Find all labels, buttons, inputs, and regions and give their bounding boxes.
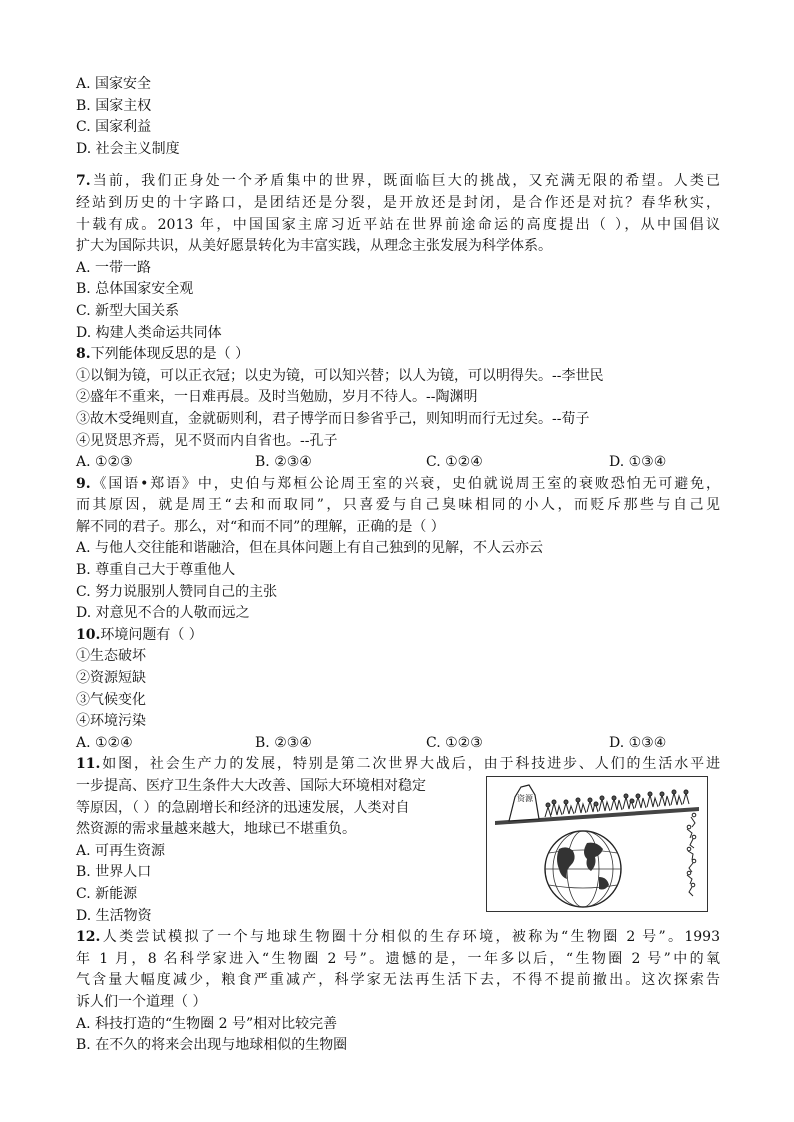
q8-option-d: D. ①③④ — [609, 454, 667, 471]
q10-options — [76, 733, 720, 755]
q12-option-b: B. 在不久的将来会出现与地球相似的生物圈 — [76, 1037, 348, 1054]
q10-stem: 10.环境问题有（ ） — [76, 626, 203, 643]
q11-option-d: D. 生活物资 — [76, 907, 152, 924]
q8-option-a: A. ①②③ — [76, 454, 133, 471]
q8-options — [76, 452, 720, 474]
q11-option-a: A. 可再生资源 — [76, 842, 166, 859]
q8-item-3: ③故木受绳则直，金就砺则利，君子博学而日参省乎己，则知明而行无过矣。--荀子 — [76, 410, 590, 427]
q10-item-2: ②资源短缺 — [76, 670, 146, 687]
resource-rock-shape — [509, 785, 539, 821]
q8-item-2: ②盛年不重来，一日难再晨。及时当勉励，岁月不待人。--陶渊明 — [76, 389, 478, 406]
q9-line-1: 9.《国语•郑语》中，史伯与郑桓公论周王室的兴衰，史伯就说周王室的衰败恐怕无可避免， — [76, 475, 720, 492]
q11-option-c: C. 新能源 — [76, 885, 138, 902]
q8-item-4: ④见贤思齐焉，见不贤而内自省也。--孔子 — [76, 432, 338, 449]
q7-number: 7. — [76, 173, 91, 190]
question-7 — [76, 171, 720, 344]
q12-line-4: 诉人们一个道理（ ） — [76, 993, 207, 1010]
q7-line-2: 经站到历史的十字路口，是团结还是分裂，是开放还是封闭，是合作还是对抗？春华秋实， — [76, 194, 720, 211]
q7-option-b: B. 总体国家安全观 — [76, 281, 194, 298]
cartoon-illustration — [487, 777, 707, 911]
question-8 — [76, 344, 720, 474]
q7-line-1: 7.当前，我们正身处一个矛盾集中的世界，既面临巨大的挑战，又充满无限的希望。人类已 — [76, 173, 720, 190]
q7-option-c: C. 新型大国关系 — [76, 302, 180, 319]
q6-option-d: D. 社会主义制度 — [76, 140, 180, 157]
q11-line-1: 11.如图，社会生产力的发展，特别是第二次世界大战后，由于科技进步、人们的生活水平进 — [76, 756, 720, 773]
resource-label: 资源 — [517, 794, 533, 804]
q11-number: 11. — [76, 756, 101, 773]
q8-option-b: B. ②③④ — [255, 454, 312, 471]
q12-line-3: 气含量大幅度减少，粮食严重减产，科学家无法再生活下去，不得不提前撤出。这次探索告 — [76, 972, 720, 989]
q11-line-3: 等原因，（ ）的急剧增长和经济的迅速发展，人类对自 — [76, 799, 410, 816]
q10-option-b: B. ②③④ — [255, 734, 312, 751]
q9-line-2: 而其原因，就是周王“去和而取同”，只喜爱与自己臭味相同的小人，而贬斥那些与自己见 — [76, 497, 720, 514]
q10-number: 10. — [76, 626, 101, 643]
q8-stem: 8.下列能体现反思的是（ ） — [76, 346, 250, 363]
question-9 — [76, 474, 720, 625]
overpopulation-cartoon — [486, 776, 708, 912]
q6-option-a: A. 国家安全 — [76, 76, 152, 92]
q8-item-1: ①以铜为镜，可以正衣冠；以史为镜，可以知兴替；以人为镜，可以明得失。--李世民 — [76, 367, 604, 384]
q10-option-d: D. ①③④ — [609, 734, 667, 751]
q10-item-4: ④环境污染 — [76, 713, 146, 730]
q12-option-a: A. 科技打造的“生物圈 2 号”相对比较完善 — [76, 1015, 338, 1032]
q7-line-4: 扩大为国际共识，从美好愿景转化为丰富实践，从理念主张发展为科学体系。 — [76, 238, 552, 255]
q8-number: 8. — [76, 346, 91, 363]
q11-option-b: B. 世界人口 — [76, 864, 152, 881]
q8-option-c: C. ①②④ — [426, 454, 483, 471]
q7-option-d: D. 构建人类命运共同体 — [76, 324, 222, 341]
q9-line-3: 解不同的君子。那么，对“和而不同”的理解，正确的是（ ） — [76, 518, 445, 535]
q12-number: 12. — [76, 929, 101, 946]
q9-option-c: C. 努力说服别人赞同自己的主张 — [76, 583, 278, 600]
q10-option-a: A. ①②④ — [76, 734, 133, 751]
q6-option-c: C. 国家利益 — [76, 119, 152, 136]
q9-number: 9. — [76, 475, 91, 492]
q10-option-c: C. ①②③ — [426, 734, 483, 751]
q11-line-2: 一步提高、医疗卫生条件大大改善、国际大环境相对稳定 — [76, 778, 426, 794]
q9-option-d: D. 对意见不合的人敬而远之 — [76, 605, 250, 622]
q9-option-a: A. 与他人交往能和谐融洽，但在具体问题上有自己独到的见解，不人云亦云 — [76, 540, 544, 557]
q10-item-1: ①生态破坏 — [76, 648, 146, 665]
q7-line-3: 十载有成。2013 年，中国国家主席习近平站在世界前途命运的高度提出（ ），从中国倡议 — [76, 216, 720, 233]
question-11 — [76, 754, 720, 927]
q12-line-2: 年 1 月，8 名科学家进入“生物圈 2 号”。遗憾的是，一年多以后，“生物圈 2 号”中的氧 — [76, 950, 720, 967]
q6-options — [76, 74, 720, 160]
q6-option-b: B. 国家主权 — [76, 97, 152, 114]
q10-item-3: ③气候变化 — [76, 691, 146, 708]
q7-option-a: A. 一带一路 — [76, 259, 152, 276]
globe-icon — [545, 831, 621, 907]
question-10 — [76, 625, 720, 755]
question-12 — [76, 927, 720, 1057]
q11-line-4: 然资源的需求量越来越大，地球已不堪重负。 — [76, 821, 356, 838]
exam-page — [76, 74, 720, 1057]
q12-line-1: 12.人类尝试模拟了一个与地球生物圈十分相似的生存环境，被称为“生物圈 2 号”。1993 — [76, 929, 720, 946]
q9-option-b: B. 尊重自己大于尊重他人 — [76, 562, 236, 579]
falling-people — [687, 814, 696, 897]
